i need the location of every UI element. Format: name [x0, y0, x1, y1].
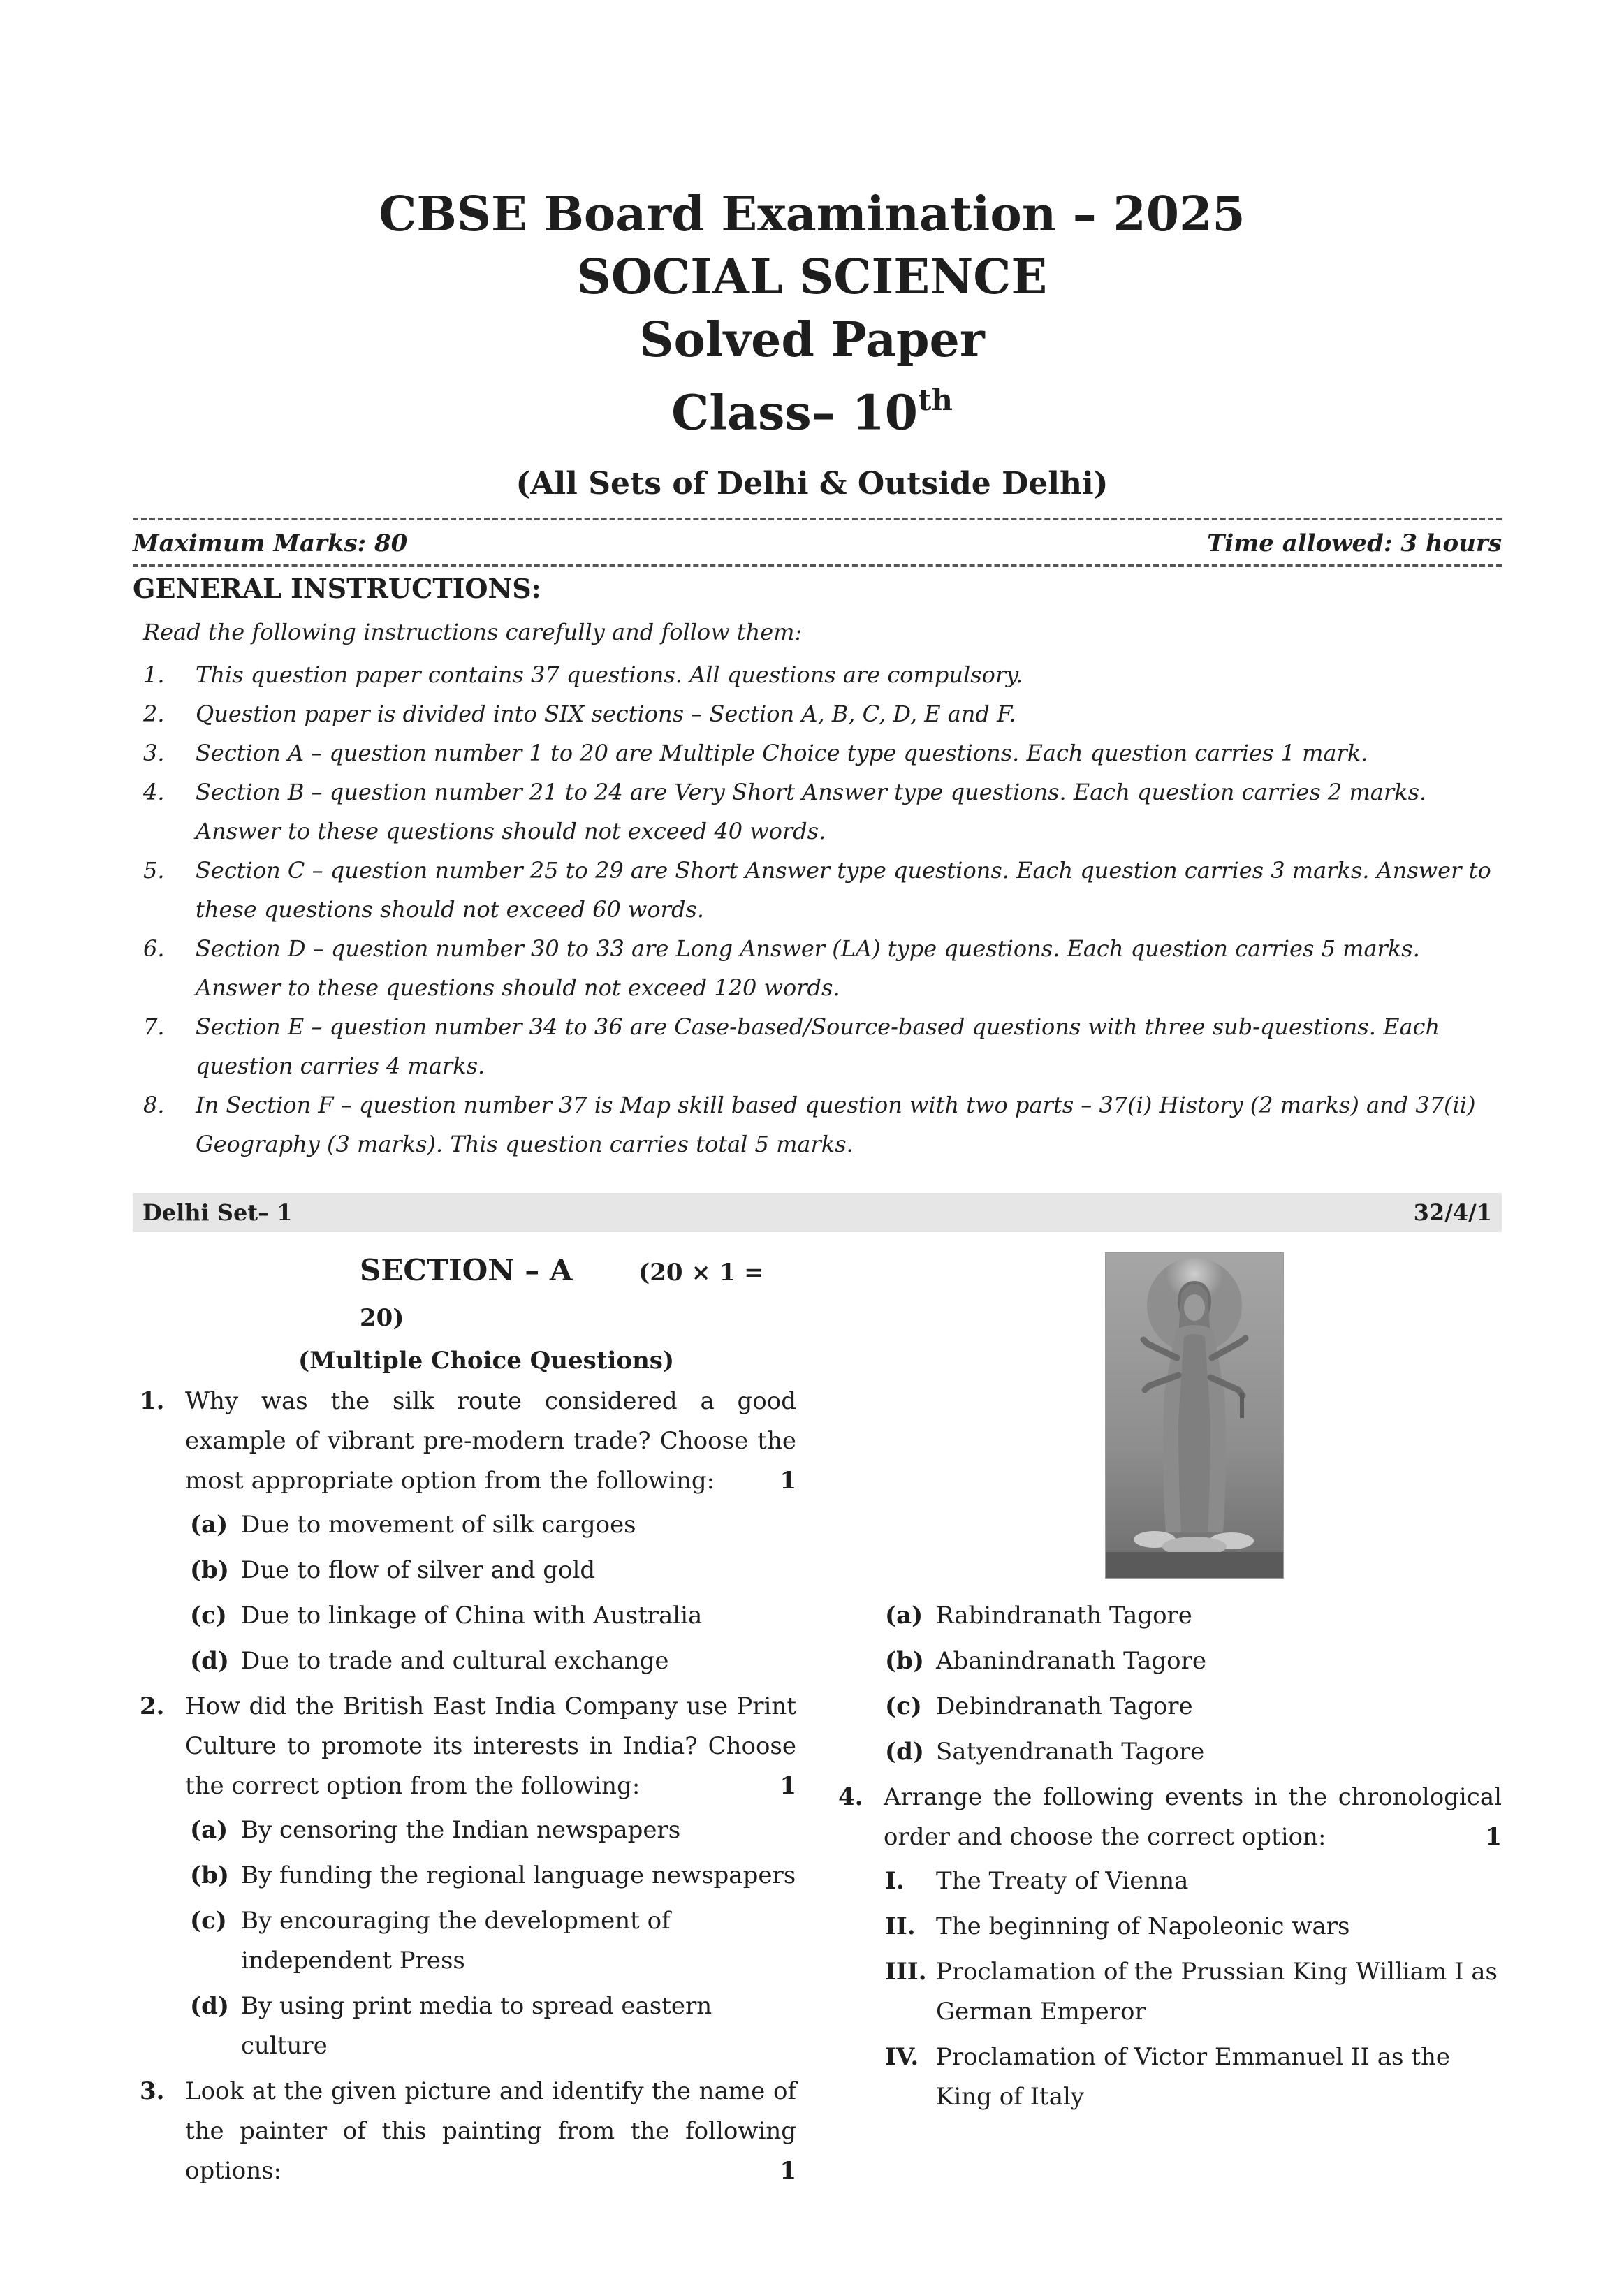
- subject-title: SOCIAL SCIENCE: [576, 249, 1048, 305]
- instruction-number: 7.: [143, 1013, 165, 1040]
- option: [133, 1810, 796, 1850]
- instruction-item: [133, 694, 1502, 733]
- instruction-number: 8.: [143, 1092, 165, 1118]
- section-subtitle: (Multiple Choice Questions): [298, 1347, 675, 1375]
- event-label: III.: [885, 1958, 927, 1986]
- instruction-text: Section C – question number 25 to 29 are Short Answer type questions. Each question carries 3 marks. Answer to these questions should not exceed 60 words.: [196, 857, 1491, 923]
- question-2-options: [133, 1810, 796, 2066]
- question-number: 2.: [140, 1692, 165, 1720]
- question-number: 3.: [140, 2077, 165, 2105]
- instruction-number: 4.: [143, 779, 165, 805]
- paper-title: Solved Paper: [639, 312, 985, 368]
- question-text: Why was the silk route considered a good example of vibrant pre-modern trade? Choose the most appropriate option from the following:: [185, 1387, 796, 1495]
- right-column: [838, 1596, 1502, 2123]
- option-label: (b): [190, 1556, 229, 1584]
- option: [133, 1551, 796, 1590]
- option-text: Due to trade and cultural exchange: [241, 1647, 669, 1675]
- question-marks: 1: [780, 1467, 796, 1495]
- option: [133, 1596, 796, 1636]
- dashed-divider-bottom: [133, 564, 1502, 567]
- instruction-text: Section B – question number 21 to 24 are Very Short Answer type questions. Each question carries 2 marks. Answer to these questions should not exceed 40 words.: [196, 779, 1427, 844]
- event-item: [842, 1907, 1502, 1947]
- instruction-item: [133, 1085, 1502, 1164]
- instruction-text: This question paper contains 37 questions. All questions are compulsory.: [196, 661, 1023, 688]
- option-label: (a): [190, 1816, 228, 1844]
- instructions-intro: Read the following instructions carefully and follow them:: [143, 619, 803, 645]
- instruction-number: 5.: [143, 857, 165, 884]
- instruction-item: [133, 851, 1502, 929]
- question-4-events: [842, 1861, 1502, 2117]
- instruction-text: Section A – question number 1 to 20 are Multiple Choice type questions. Each question carries 1 mark.: [196, 740, 1368, 766]
- question-marks: 1: [780, 1772, 796, 1800]
- section-heading: [133, 1249, 796, 1340]
- event-text: Proclamation of Victor Emmanuel II as the King of Italy: [936, 2043, 1450, 2111]
- instruction-text: Section D – question number 30 to 33 are Long Answer (LA) type questions. Each question carries 5 marks. Answer to these questions should not exceed 120 words.: [196, 935, 1420, 1001]
- option-label: (d): [190, 1992, 229, 2020]
- question-text: Look at the given picture and identify the name of the painter of this painting from the following options:: [185, 2077, 796, 2185]
- instruction-text: Section E – question number 34 to 36 are Case-based/Source-based questions with three sub-questions. Each question carries 4 marks.: [196, 1013, 1440, 1079]
- instructions-heading: GENERAL INSTRUCTIONS:: [133, 573, 541, 604]
- option-label: (c): [885, 1692, 922, 1720]
- option: [842, 1596, 1502, 1636]
- event-item: [842, 1861, 1502, 1901]
- option: [133, 1856, 796, 1896]
- event-item: [842, 2037, 1502, 2117]
- event-item: [842, 1952, 1502, 2032]
- question-text: How did the British East India Company use Print Culture to promote its interests in India? Choose the correct option from the following:: [185, 1692, 796, 1800]
- option-text: By encouraging the development of independent Press: [241, 1907, 671, 1975]
- option: [133, 1901, 796, 1981]
- option: [842, 1732, 1502, 1772]
- time-allowed: Time allowed: 3 hours: [1207, 529, 1502, 557]
- option-text: Abanindranath Tagore: [936, 1647, 1206, 1675]
- option-text: Due to linkage of China with Australia: [241, 1602, 703, 1630]
- question-3-options: [842, 1596, 1502, 1772]
- instruction-number: 2.: [143, 701, 165, 727]
- event-text: The Treaty of Vienna: [936, 1867, 1189, 1895]
- question-text: Arrange the following events in the chronological order and choose the correct option:: [884, 1783, 1502, 1851]
- option: [842, 1641, 1502, 1681]
- option-label: (c): [190, 1907, 227, 1935]
- instruction-number: 6.: [143, 935, 165, 962]
- title-block: [0, 183, 1624, 502]
- class-title: [0, 372, 1624, 445]
- left-column: [133, 1249, 796, 2191]
- event-label: I.: [885, 1867, 905, 1895]
- option-label: (c): [190, 1602, 227, 1630]
- option-text: By censoring the Indian newspapers: [241, 1816, 681, 1844]
- class-superscript: th: [917, 383, 953, 417]
- option-text: Due to movement of silk cargoes: [241, 1511, 636, 1539]
- sets-subtitle: (All Sets of Delhi & Outside Delhi): [515, 465, 1109, 502]
- option: [133, 1641, 796, 1681]
- section-marks: (20 × 1 = 20): [360, 1259, 764, 1332]
- event-label: IV.: [885, 2043, 919, 2071]
- option-text: Debindranath Tagore: [936, 1692, 1193, 1720]
- question-2: [133, 1687, 796, 1806]
- question-marks: 1: [780, 2157, 796, 2185]
- instruction-number: 1.: [143, 661, 165, 688]
- set-bar: [133, 1193, 1502, 1232]
- instruction-item: [133, 655, 1502, 694]
- event-text: Proclamation of the Prussian King William I as German Emperor: [936, 1958, 1498, 2026]
- option-text: By funding the regional language newspapers: [241, 1861, 796, 1889]
- option-text: By using print media to spread eastern culture: [241, 1992, 712, 2060]
- option-text: Rabindranath Tagore: [936, 1602, 1192, 1630]
- option: [842, 1687, 1502, 1727]
- question-4: [838, 1778, 1502, 1857]
- instruction-item: [133, 929, 1502, 1007]
- instruction-item: [133, 773, 1502, 851]
- instruction-item: [133, 733, 1502, 773]
- painting-image: [1105, 1252, 1284, 1579]
- option-label: (a): [885, 1602, 923, 1630]
- question-marks: 1: [1485, 1823, 1502, 1851]
- instruction-item: [133, 1007, 1502, 1085]
- option-text: Satyendranath Tagore: [936, 1738, 1205, 1766]
- question-1-options: [133, 1505, 796, 1681]
- question-3: [133, 2072, 796, 2191]
- option: [133, 1986, 796, 2066]
- set-code: 32/4/1: [1413, 1199, 1492, 1226]
- dashed-divider-top: [133, 518, 1502, 520]
- section-title: SECTION – A: [360, 1253, 573, 1287]
- instructions-list: [133, 655, 1502, 1164]
- event-label: II.: [885, 1912, 916, 1940]
- instruction-text: Question paper is divided into SIX sections – Section A, B, C, D, E and F.: [196, 701, 1016, 727]
- option: [133, 1505, 796, 1545]
- instruction-text: In Section F – question number 37 is Map skill based question with two parts – 37(i) History (2 marks) and 37(ii) Geography (3 marks). This question carries total 5 marks.: [196, 1092, 1476, 1157]
- set-name: Delhi Set– 1: [142, 1199, 293, 1226]
- option-label: (b): [190, 1861, 229, 1889]
- exam-title: CBSE Board Examination – 2025: [379, 186, 1245, 242]
- question-number: 1.: [140, 1387, 165, 1415]
- instruction-number: 3.: [143, 740, 165, 766]
- option-label: (d): [885, 1738, 924, 1766]
- marks-row: [133, 529, 1502, 557]
- option-label: (b): [885, 1647, 924, 1675]
- option-label: (d): [190, 1647, 229, 1675]
- event-text: The beginning of Napoleonic wars: [936, 1912, 1350, 1940]
- option-text: Due to flow of silver and gold: [241, 1556, 596, 1584]
- question-1: [133, 1382, 796, 1501]
- maximum-marks: Maximum Marks: 80: [133, 529, 408, 557]
- question-number: 4.: [838, 1783, 863, 1811]
- option-label: (a): [190, 1511, 228, 1539]
- class-label: Class– 10: [671, 385, 918, 441]
